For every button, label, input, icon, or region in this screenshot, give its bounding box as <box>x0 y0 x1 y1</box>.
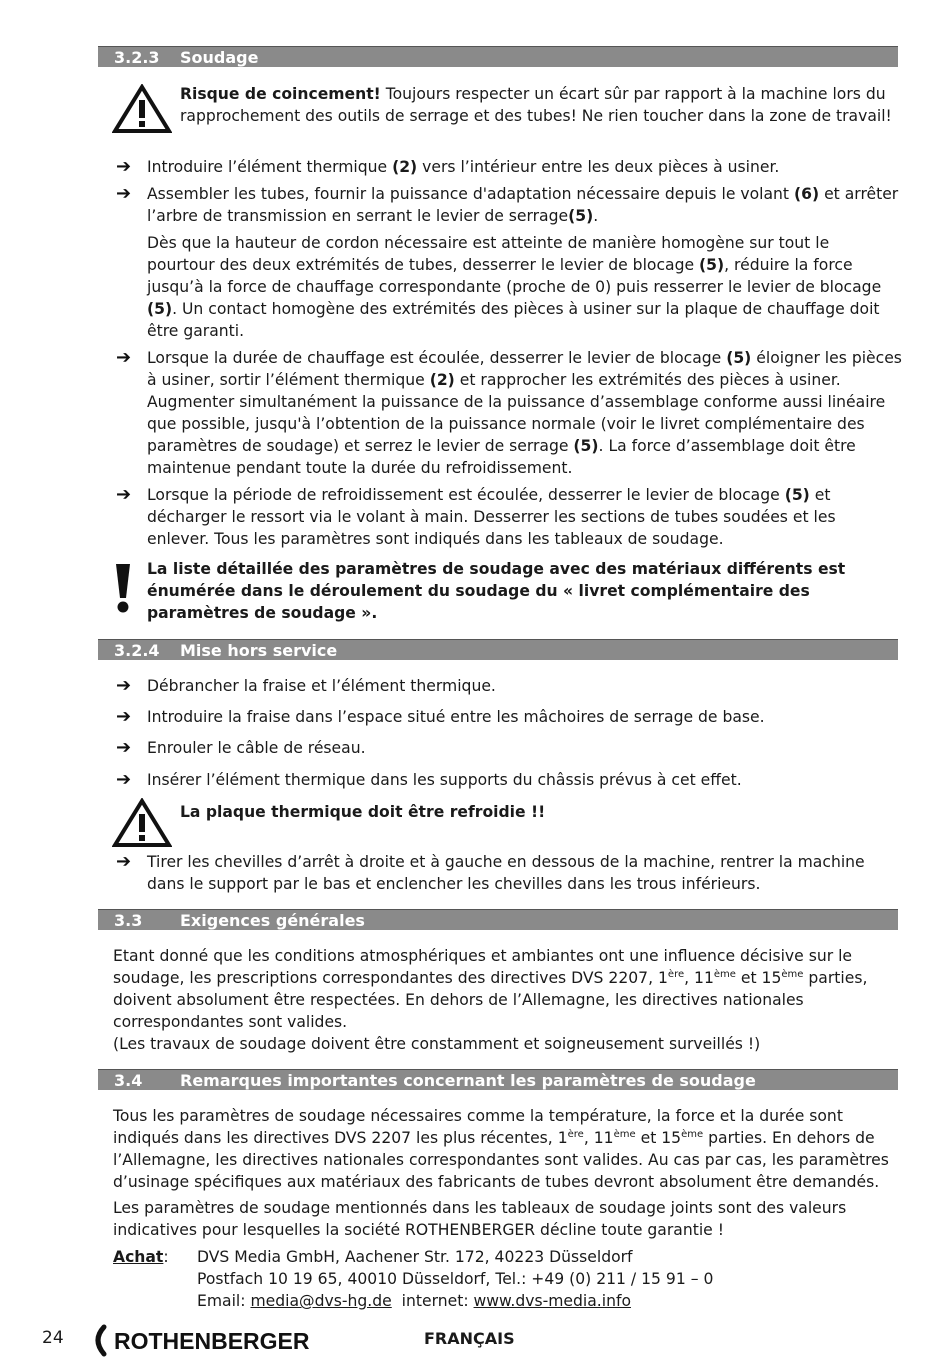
list-item: Insérer l’élément thermique dans les supports du châssis prévus à cet effet. <box>147 771 742 789</box>
warning-body: Toujours respecter un écart sûr par rapport à la machine lors du rapprochement des outils de serrage et des tubes! Ne rien toucher dans la zone de travail! <box>180 85 892 125</box>
hot-plate-warning: La plaque thermique doit être refroidie !! <box>180 803 546 821</box>
crush-warning-text <box>180 83 900 127</box>
list-item: Débrancher la fraise et l’élément thermique. <box>147 677 496 695</box>
section-title: Soudage <box>180 48 259 67</box>
list-item: Lorsque la durée de chauffage est écoulée, desserrer le levier de blocage (5) éloigner les pièces à usiner, sortir l’élément thermique (2) et rapprocher les extrémités des pièces à usiner. Augmenter simultanément la puissance de la puissance d’assemblage conforme aussi linéaire que possible, jusqu'à l’obtention de la puissance normale (voir le livret complémentaire des paramètres de soudage) et serrez le levier de serrage (5). La force d’assemblage doit être maintenue pendant toute la durée du refroidissement. <box>147 349 902 477</box>
warning-triangle-icon <box>112 84 172 134</box>
section-title: Exigences générales <box>180 911 365 930</box>
section-header-3-2-3 <box>98 46 898 67</box>
section-header-3-2-4 <box>98 639 898 660</box>
arrow-icon: ➔ <box>116 156 132 177</box>
list-item: Enrouler le câble de réseau. <box>147 739 366 757</box>
website-link[interactable]: www.dvs-media.info <box>473 1292 631 1310</box>
note-text: La liste détaillée des paramètres de soudage avec des matériaux différents est énumérée dans le déroulement du soudage du « livret complémentaire des paramètres de soudage ». <box>147 560 846 622</box>
arrow-icon: ➔ <box>116 183 132 204</box>
paragraph: Etant donné que les conditions atmosphériques et ambiantes ont une influence décisive sur le soudage, les prescriptions correspondantes des directives DVS 2207, 1ère, 11ème et 15ème parties, doivent absolument être respectées. En dehors de l’Allemagne, les directives nationales correspondantes sont valides. (Les travaux de soudage doivent être constamment et soigneusement surveillés !) <box>113 947 868 1053</box>
section-number: 3.2.4 <box>114 641 160 660</box>
section-number: 3.2.3 <box>114 48 160 67</box>
paragraph: Les paramètres de soudage mentionnés dans les tableaux de soudage joints sont des valeurs indicatives pour lesquelles la société ROTHENBERGER décline toute garantie ! <box>113 1199 847 1239</box>
exclamation-icon <box>113 562 133 614</box>
arrow-icon: ➔ <box>116 484 132 505</box>
list-item: Introduire la fraise dans l’espace situé entre les mâchoires de serrage de base. <box>147 708 765 726</box>
section-header-3-4 <box>98 1069 898 1090</box>
list-item: Tirer les chevilles d’arrêt à droite et à gauche en dessous de la machine, rentrer la machine dans le support par le bas et enclencher les chevilles dans les trous inférieurs. <box>147 853 865 893</box>
page-number: 24 <box>42 1328 64 1348</box>
section-number: 3.3 <box>114 911 143 930</box>
brand-name: ROTHENBERGER <box>114 1328 310 1354</box>
list-item: Lorsque la période de refroidissement est écoulée, desserrer le levier de blocage (5) et décharger le ressort via le volant à main. Desserrer les sections de tubes soudées et les enlever. Tous les paramètres sont indiqués dans les tableaux de soudage. <box>147 486 836 548</box>
section-title: Mise hors service <box>180 641 338 660</box>
arrow-icon: ➔ <box>116 706 132 727</box>
rothenberger-logo <box>90 1323 340 1357</box>
language-label: FRANÇAIS <box>424 1329 515 1348</box>
arrow-icon: ➔ <box>116 675 132 696</box>
section-title: Remarques importantes concernant les paramètres de soudage <box>180 1071 756 1090</box>
list-item: Introduire l’élément thermique (2) vers l’intérieur entre les deux pièces à usiner. <box>147 158 780 176</box>
purchase-address: DVS Media GmbH, Aachener Str. 172, 40223 Düsseldorf Postfach 10 19 65, 40010 Düsseldorf, Tel.: +49 (0) 211 / 15 91 – 0 Email: media@dvs-hg.de internet: www.dvs-media.info <box>197 1248 714 1310</box>
list-item: Assembler les tubes, fournir la puissance d'adaptation nécessaire depuis le volant (6) et arrêter l’arbre de transmission en serrant le levier de serrage(5). <box>147 185 899 225</box>
paragraph: Tous les paramètres de soudage nécessaires comme la température, la force et la durée sont indiqués dans les directives DVS 2207 les plus récentes, 1ère, 11ème et 15ème parties. En dehors de l’Allemagne, les directives nationales correspondantes sont valides. Au cas par cas, les paramètres d’usinage spécifiques aux matériaux des fabricants de tubes devront absolument être demandés. <box>113 1107 889 1191</box>
section-number: 3.4 <box>114 1071 143 1090</box>
arrow-icon: ➔ <box>116 737 132 758</box>
arrow-icon: ➔ <box>116 347 132 368</box>
section-header-3-3 <box>98 909 898 930</box>
arrow-icon: ➔ <box>116 851 132 872</box>
warning-bold: Risque de coincement! <box>180 85 381 103</box>
paragraph: Dès que la hauteur de cordon nécessaire est atteinte de manière homogène sur tout le pourtour des deux extrémités de tubes, desserrer le levier de blocage (5), réduire la force jusqu’à la force de chauffage correspondante (proche de 0) puis resserrer le levier de blocage (5). Un contact homogène des extrémités des pièces à usiner sur la plaque de chauffage doit être garanti. <box>147 234 882 340</box>
purchase-label: Achat: <box>113 1248 169 1266</box>
warning-triangle-icon <box>112 798 172 848</box>
arrow-icon: ➔ <box>116 769 132 790</box>
email-link[interactable]: media@dvs-hg.de <box>250 1292 392 1310</box>
